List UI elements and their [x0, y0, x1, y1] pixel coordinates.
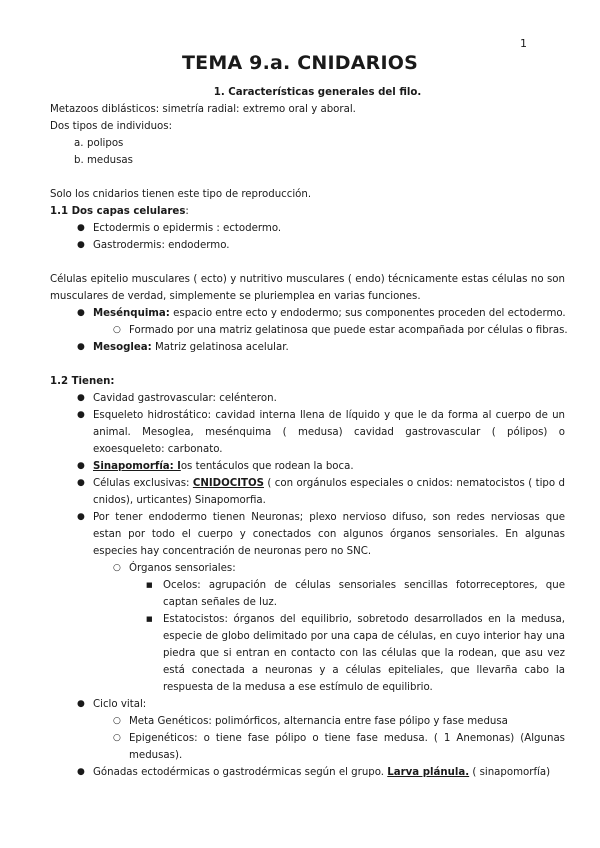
- list-item-text: Por tener endodermo tienen Neuronas; plexo nervioso difuso, son redes nerviosas que estan por todo el cuerpo y conectados con algunos órganos sensoriales. En algunas especies hay concentración de neuronas pero no SNC.: [93, 512, 565, 557]
- spacer: [50, 169, 565, 186]
- list-item-text: Estatocistos: órganos del equilibrio, sobretodo desarrollados en la medusa, especie de globo delimitado por una capa de células, en cuyo interior hay una piedra que si entran en contacto con las células que la rodean, que asu vez está conectada a neuronas y a células epiteliales, que llevarña cabo la respuesta de la medusa a ese estímulo de equilibrio.: [163, 614, 565, 693]
- term-label: Larva plánula.: [387, 767, 470, 778]
- list-item-text: ( con orgánulos especiales o cnidos: nematocistos ( tipo d cnidos), urticantes) Sinapomorfia.: [93, 478, 565, 506]
- heading-colon: :: [185, 206, 189, 217]
- square-bullet-icon: ■: [146, 581, 153, 589]
- list-item: [50, 764, 565, 781]
- list-item: [50, 713, 565, 730]
- bullet-icon: ●: [77, 240, 85, 250]
- list-item: [50, 730, 565, 764]
- section-heading-1-1: [50, 203, 565, 220]
- list-item: [50, 152, 565, 169]
- list-item-text: Células exclusivas:: [93, 478, 193, 489]
- bullet-icon: ●: [77, 342, 85, 352]
- section-heading-1: 1. Características generales del filo.: [213, 87, 422, 98]
- page-title: TEMA 9.a. CNIDARIOS: [182, 52, 418, 74]
- list-item-text: polipos: [87, 138, 124, 149]
- bullet-icon: ●: [77, 410, 85, 420]
- circle-bullet-icon: ○: [113, 325, 121, 335]
- bullet-icon: ●: [77, 393, 85, 403]
- intro-line: Metazoos diblásticos: simetría radial: extremo oral y aboral.: [50, 104, 356, 115]
- list-item-text: Gastrodermis: endodermo.: [93, 240, 230, 251]
- list-item: [50, 305, 565, 322]
- list-marker: b.: [74, 155, 84, 166]
- list-item-text: Epigenéticos: o tiene fase pólipo o tiene fase medusa. ( 1 Anemonas) (Algunas medusas).: [129, 733, 565, 761]
- section-heading-1-2: 1.2 Tienen:: [50, 376, 115, 387]
- intro-line: Dos tipos de individuos:: [50, 121, 173, 132]
- list-item: [50, 339, 565, 356]
- square-bullet-icon: ■: [146, 615, 153, 623]
- circle-bullet-icon: ○: [113, 733, 121, 743]
- list-item: [50, 611, 565, 696]
- list-item: [50, 220, 565, 237]
- list-item-text: Órganos sensoriales:: [129, 563, 236, 574]
- document-body: [50, 84, 568, 781]
- paragraph: Solo los cnidarios tienen este tipo de reproducción.: [50, 189, 312, 200]
- term-label: Mesoglea:: [93, 342, 152, 353]
- list-item-text: Ectodermis o epidermis : ectodermo.: [93, 223, 282, 234]
- paragraph: Células epitelio musculares ( ecto) y nutritivo musculares ( endo) técnicamente estas células no son musculares de verdad, simplemente se pluriemplea en varias funciones.: [50, 274, 565, 302]
- list-item-text: Formado por una matriz gelatinosa que puede estar acompañada por células o fibras.: [129, 325, 568, 336]
- term-label: Sinapomorfía: l: [93, 461, 181, 472]
- list-item: [50, 509, 565, 560]
- term-label: CNIDOCITOS: [192, 478, 264, 489]
- spacer: [50, 356, 565, 373]
- bullet-icon: ●: [77, 223, 85, 233]
- bullet-icon: ●: [77, 767, 85, 777]
- list-item: [50, 475, 565, 509]
- spacer: [50, 254, 565, 271]
- heading-text: 1.1 Dos capas celulares: [50, 206, 186, 217]
- list-item: [50, 696, 565, 713]
- list-marker: a.: [74, 138, 84, 149]
- list-item: [50, 135, 565, 152]
- page-number: 1: [520, 37, 527, 50]
- list-item-text: ( sinapomorfía): [469, 767, 551, 778]
- list-item-text: Ocelos: agrupación de células sensoriales sencillas fotorreceptores, que captan señales de luz.: [163, 580, 565, 608]
- list-item-text: Matriz gelatinosa acelular.: [151, 342, 289, 353]
- circle-bullet-icon: ○: [113, 563, 121, 573]
- list-item: [50, 390, 565, 407]
- bullet-icon: ●: [77, 308, 85, 318]
- list-item-text: Meta Genéticos: polimórficos, alternancia entre fase pólipo y fase medusa: [129, 716, 508, 727]
- list-item: [50, 560, 565, 577]
- list-item-text: Ciclo vital:: [93, 699, 147, 710]
- circle-bullet-icon: ○: [113, 716, 121, 726]
- list-item: [50, 322, 568, 339]
- list-item-text: os tentáculos que rodean la boca.: [180, 461, 354, 472]
- list-item-text: Cavidad gastrovascular: celénteron.: [93, 393, 277, 404]
- bullet-icon: ●: [77, 478, 85, 488]
- list-item-text: medusas: [87, 155, 133, 166]
- list-item-text: espacio entre ecto y endodermo; sus componentes proceden del ectodermo.: [169, 308, 566, 319]
- list-item: [50, 458, 565, 475]
- bullet-icon: ●: [77, 699, 85, 709]
- list-item: [50, 237, 565, 254]
- list-item-text: Gónadas ectodérmicas o gastrodérmicas según el grupo.: [93, 767, 388, 778]
- list-item: [50, 577, 565, 611]
- list-item-text: Esqueleto hidrostático: cavidad interna llena de líquido y que le da forma al cuerpo de un animal. Mesoglea, mesénquima ( medusa) cavidad gastrovascular ( pólipos) o exoesqueleto: carbonato.: [93, 410, 565, 455]
- bullet-icon: ●: [77, 512, 85, 522]
- term-label: Mesénquima:: [93, 308, 170, 319]
- bullet-icon: ●: [77, 461, 85, 471]
- list-item: [50, 407, 565, 458]
